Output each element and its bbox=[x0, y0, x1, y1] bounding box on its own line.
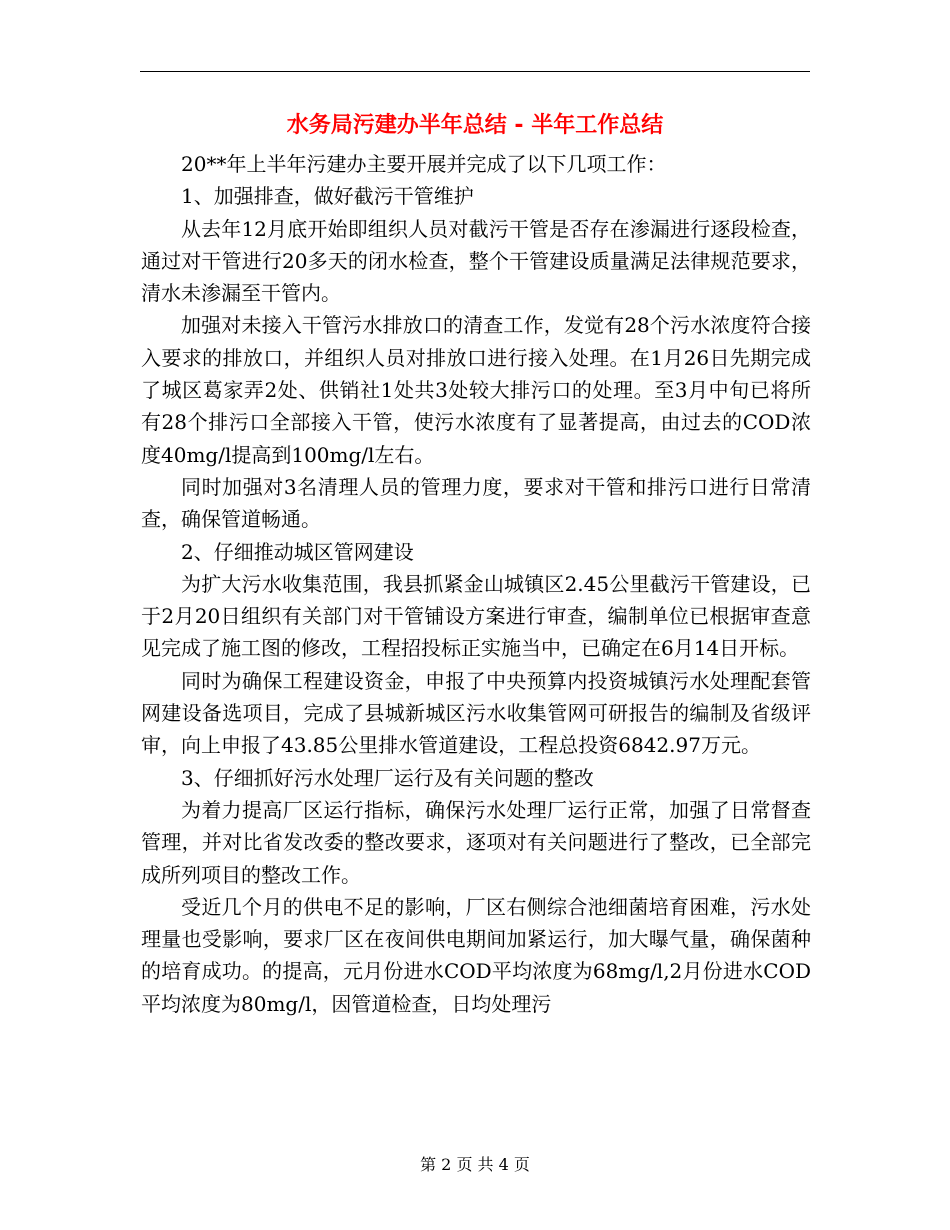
page-footer bbox=[0, 1154, 950, 1176]
section-heading-1: 1、加强排查，做好截污干管维护 bbox=[181, 184, 474, 209]
paragraph: 受近几个月的供电不足的影响，厂区右侧综合池细菌培育困难，污水处理量也受影响，要求厂区在夜间供电期间加紧运行，加大曝气量，确保菌种的培育成功。的提高，元月份进水COD平均浓度为68mg/l,2月份进水COD平均浓度为80mg/l，因管道检查，日均处理污 bbox=[141, 894, 811, 1016]
page-number-label: 第 2 页 共 4 页 bbox=[420, 1155, 530, 1174]
paragraph-intro: 20**年上半年污建办主要开展并完成了以下几项工作： bbox=[181, 152, 667, 176]
paragraph: 同时为确保工程建设资金，申报了中央预算内投资城镇污水处理配套管网建设备选项目，完成了县城新城区污水收集管网可研报告的编制及省级评审，向上申报了43.85公里排水管道建设，工程总投资6842.97万元。 bbox=[141, 668, 811, 758]
document-title: 水务局污建办半年总结 - 半年工作总结 bbox=[286, 113, 664, 138]
paragraph: 为着力提高厂区运行指标，确保污水处理厂运行正常，加强了日常督查管理，并对比省发改委的整改要求，逐项对有关问题进行了整改，已全部完成所列项目的整改工作。 bbox=[141, 797, 811, 887]
paragraph: 加强对未接入干管污水排放口的清查工作，发觉有28个污水浓度符合接入要求的排放口，并组织人员对排放口进行接入处理。在1月26日先期完成了城区葛家弄2处、供销社1处共3处较大排污口的处理。至3月中旬已将所有28个排污口全部接入干管，使污水浓度有了显著提高，由过去的COD浓度40mg/l提高到100mg/l左右。 bbox=[141, 313, 811, 467]
paragraph: 从去年12月底开始即组织人员对截污干管是否存在渗漏进行逐段检查，通过对干管进行20多天的闭水检查，整个干管建设质量满足法律规范要求，清水未渗漏至干管内。 bbox=[141, 216, 811, 306]
section-heading-2: 2、仔细推动城区管网建设 bbox=[181, 539, 414, 564]
section-heading-3: 3、仔细抓好污水处理厂运行及有关问题的整改 bbox=[181, 765, 594, 790]
header-rule bbox=[140, 71, 810, 72]
paragraph: 同时加强对3名清理人员的管理力度，要求对干管和排污口进行日常清查，确保管道畅通。 bbox=[141, 474, 811, 532]
document-body bbox=[141, 148, 811, 1020]
paragraph: 为扩大污水收集范围，我县抓紧金山城镇区2.45公里截污干管建设，已于2月20日组织有关部门对干管铺设方案进行审查，编制单位已根据审查意见完成了施工图的修改，工程招投标正实施当中，已确定在6月14日开标。 bbox=[141, 571, 811, 661]
